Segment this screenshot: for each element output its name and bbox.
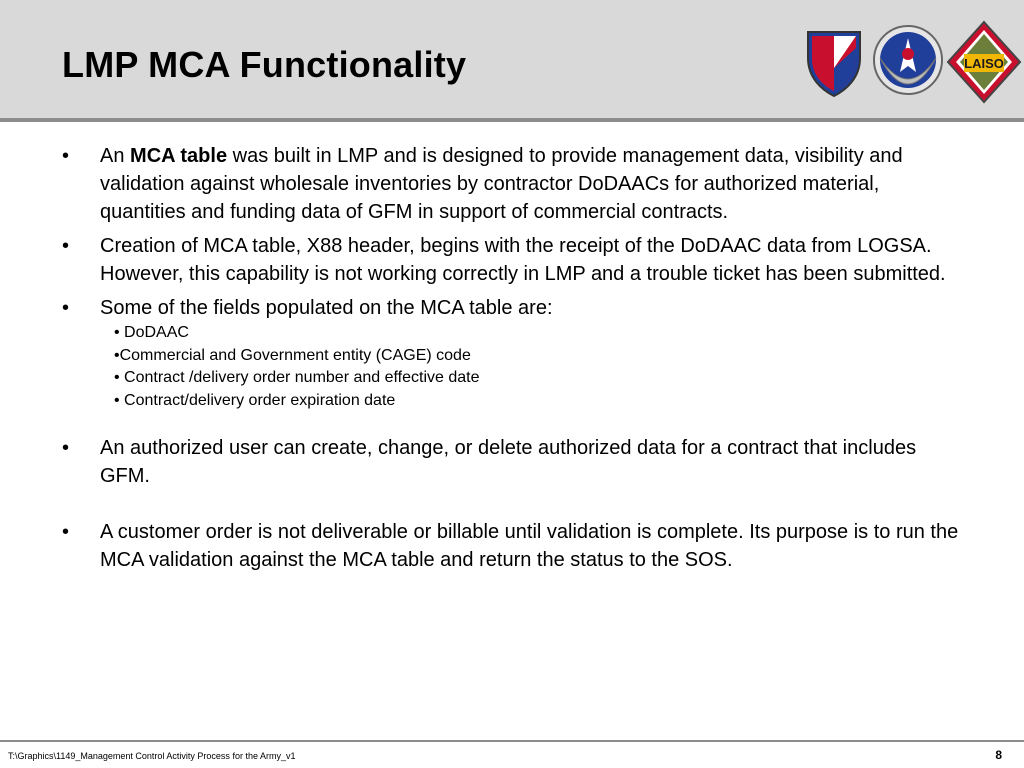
laiso-diamond-logo <box>946 20 1022 104</box>
bullet-marker: • <box>62 297 70 319</box>
bullet-marker: • <box>62 145 70 167</box>
bullet-mca-table <box>62 142 962 226</box>
bullet-creation <box>62 232 962 288</box>
slide-body <box>62 142 962 580</box>
bullet-text: An authorized user can create, change, or delete authorized data for a contract that includes GFM. <box>100 437 917 487</box>
sub-item-contract-number: • Contract /delivery order number and effective date <box>114 369 480 386</box>
bullet-text: Creation of MCA table, X88 header, begins with the receipt of the DoDAAC data from LOGSA. However, this capability is not working correctly in LMP and a trouble ticket has been submitted. <box>100 235 946 285</box>
spacer <box>62 412 962 434</box>
bullet-text: A customer order is not deliverable or billable until validation is complete. Its purpose is to run the MCA validation against the MCA table and return the status to the SOS. <box>100 521 959 571</box>
tradition-of-excellence-seal <box>872 24 944 100</box>
bullet-customer-order <box>62 518 962 574</box>
svg-text:LAISO: LAISO <box>964 56 1004 71</box>
footer-divider <box>0 740 1024 742</box>
bullet-text: Some of the fields populated on the MCA table are: <box>100 297 553 319</box>
logo-group <box>800 18 1024 106</box>
sub-item-cage: •Commercial and Government entity (CAGE) code <box>114 346 471 364</box>
footer-file-path: T:\Graphics\1149_Management Control Activity Process for the Army_v1 <box>8 751 296 761</box>
sub-item-dodaac: • DoDAAC <box>114 324 189 341</box>
bullet-text-pre: An <box>100 145 131 167</box>
spacer <box>62 496 962 518</box>
bullet-fields <box>62 294 962 322</box>
amc-shield-logo <box>804 28 864 98</box>
sub-item-expiration: • Contract/delivery order expiration date <box>114 391 396 409</box>
slide-title: LMP MCA Functionality <box>62 44 467 85</box>
bullet-authorized-user <box>62 434 962 490</box>
bullet-marker: • <box>62 521 70 543</box>
bullet-marker: • <box>62 235 70 257</box>
bullet-text-post: was built in LMP and is designed to provide management data, visibility and validation against wholesale inventories by contractor DoDAACs for authorized material, quantities and funding data of GFM in support of commercial contracts. <box>100 145 903 223</box>
bullet-marker: • <box>62 437 70 459</box>
title-divider <box>0 118 1024 122</box>
page-number: 8 <box>995 748 1002 762</box>
bullet-text-bold: MCA table <box>130 145 228 167</box>
